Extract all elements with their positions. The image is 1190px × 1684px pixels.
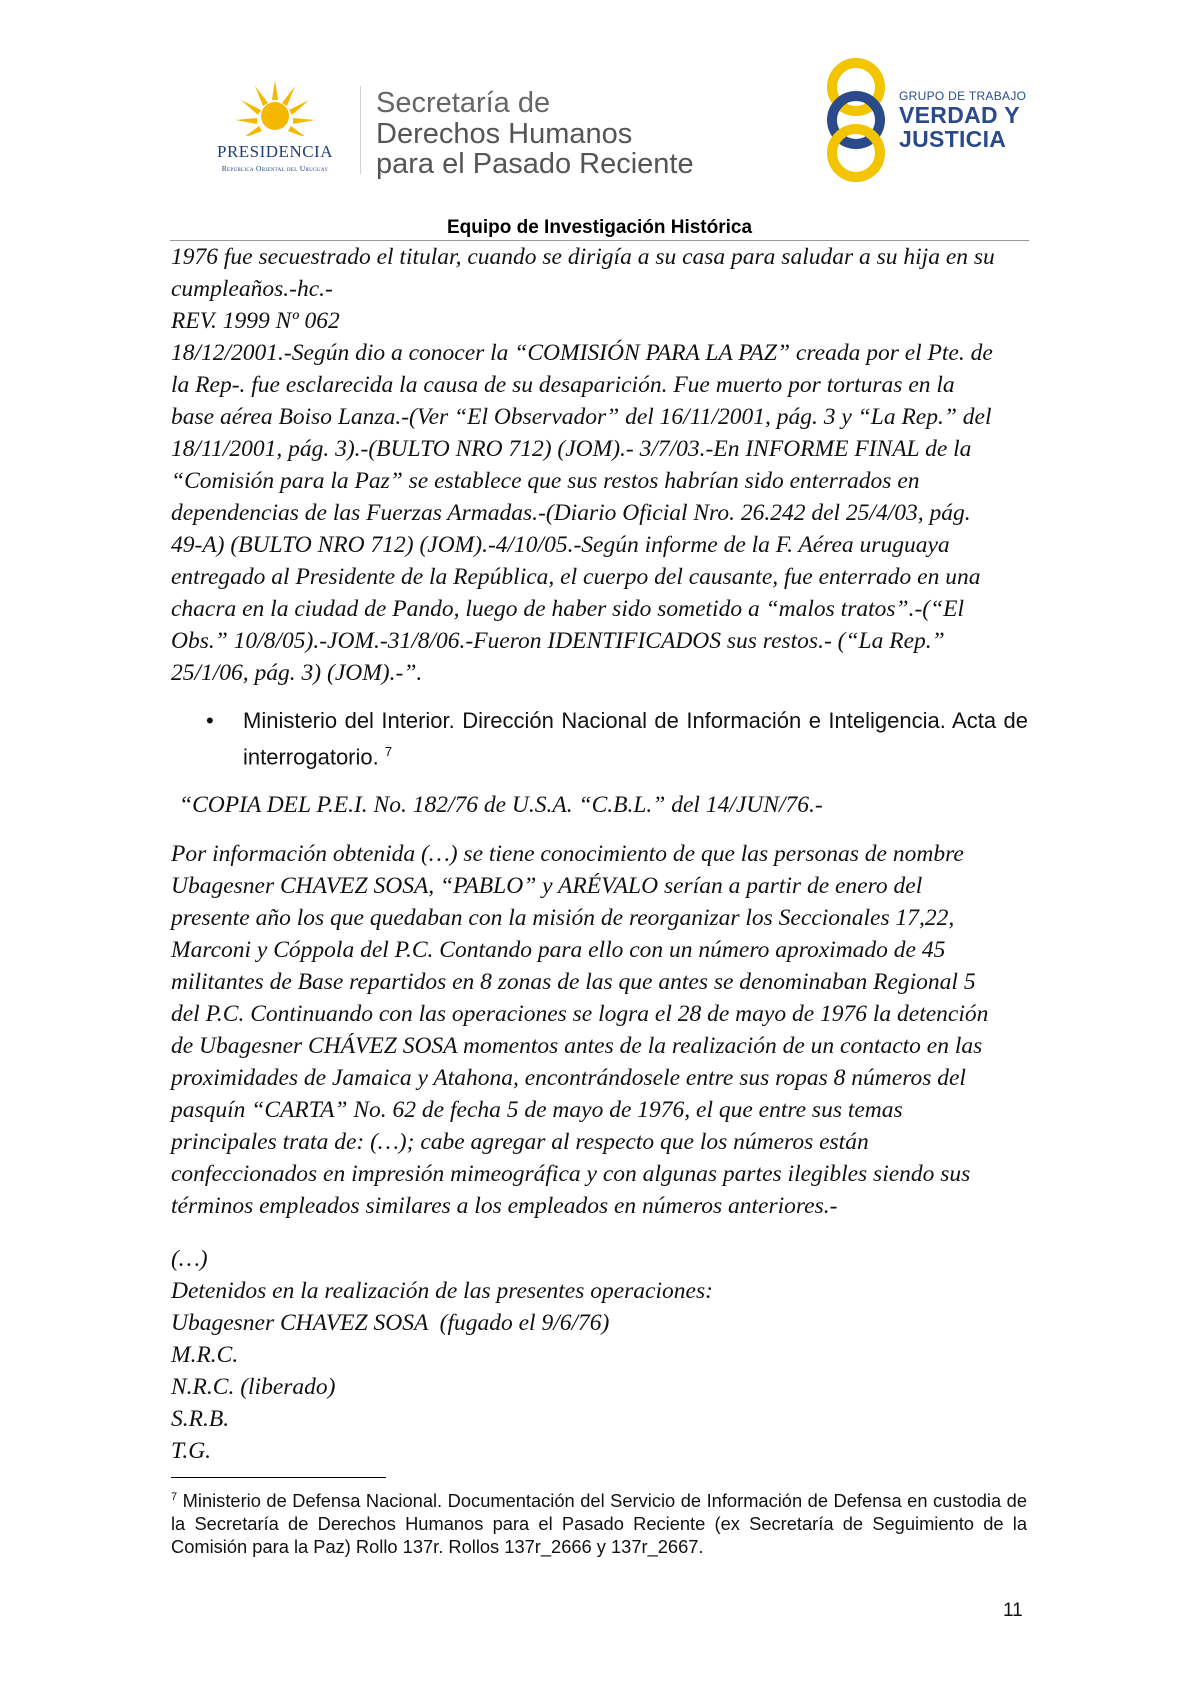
sun-icon [235,80,315,144]
text-line: la Rep-. fue esclarecida la causa de su desaparición. Fue muerto por torturas en la [171,372,955,398]
secretaria-logo-text [376,88,694,180]
text-line: términos empleados similares a los empleados en números anteriores.- [171,1193,838,1219]
text-line: del P.C. Continuando con las operaciones se logra el 28 de mayo de 1976 la detención [171,1001,989,1027]
page-number: 11 [1003,1600,1023,1621]
header-divider [360,86,361,174]
text-line: Por información obtenida (…) se tiene conocimiento de que las personas de nombre [171,841,964,867]
paragraph-2 [171,838,1027,1222]
footnote-number: 7 [171,1491,178,1503]
verdad-justicia-logo [823,56,1027,184]
text-line: Ubagesner CHAVEZ SOSA, “PABLO” y ARÉVALO serían a partir de enero del [171,873,923,899]
text-line: chacra en la ciudad de Pando, luego de haber sido sometido a “malos tratos”.-(“El [171,596,965,622]
secretaria-line-1: Secretaría de [376,87,551,119]
detainee-entry: N.R.C. (liberado) [171,1374,336,1400]
text-line: Detenidos en la realización de las presentes operaciones: [171,1278,713,1304]
rings-icon [823,56,895,184]
detainee-entry: T.G. [171,1438,212,1464]
detainees-list [171,1243,1027,1467]
text-line: 18/12/2001.-Según dio a conocer la “COMISIÓN PARA LA PAZ” creada por el Pte. de [171,340,993,366]
text-line: (…) [171,1246,208,1272]
presidencia-sublabel: República Oriental del Uruguay [221,164,329,173]
team-header: Equipo de Investigación Histórica [446,217,753,238]
footnote [171,1486,1027,1558]
bullet-icon: • [206,708,214,733]
text-line: confeccionados en impresión mimeográfica y con algunas partes ilegibles siendo sus [171,1161,971,1187]
quote-heading: “COPIA DEL P.E.I. No. 182/76 de U.S.A. “C.B.L.” del 14/JUN/76.- [179,792,823,818]
footnote-reference[interactable]: 7 [384,744,393,759]
text-line: 18/11/2001, pág. 3).-(BULTO NRO 712) (JOM).- 3/7/03.-En INFORME FINAL de la [171,436,972,462]
text-line: principales trata de: (…); cabe agregar al respecto que los números están [171,1129,869,1155]
text-line: REV. 1999 Nº 062 [171,308,340,334]
text-line: presente año los que quedaban con la misión de reorganizar los Seccionales 17,22, [171,905,955,931]
text-line: entregado al Presidente de la República, el cuerpo del causante, fue enterrado en una [171,564,981,590]
text-line: proximidades de Jamaica y Atahona, encontrándosele entre sus ropas 8 números del [171,1065,966,1091]
text-line: cumpleaños.-hc.- [171,276,333,302]
bullet-text: Ministerio del Interior. Dirección Nacional de Información e Inteligencia. Acta de interrogatorio. [243,708,1028,770]
text-line: Marconi y Cóppola del P.C. Contando para ello con un número aproximado de 45 [171,937,946,963]
text-line: base aérea Boiso Lanza.-(Ver “El Observador” del 16/11/2001, pág. 3 y “La Rep.” del [171,404,992,430]
text-line: 49-A) (BULTO NRO 712) (JOM).-4/10/05.-Según informe de la F. Aérea uruguaya [171,532,950,558]
text-line: 25/1/06, pág. 3) (JOM).-”. [171,660,423,686]
detainee-entry: S.R.B. [171,1406,230,1432]
text-line: “Comisión para la Paz” se establece que sus restos habrían sido enterrados en [171,468,920,494]
footnote-text: Ministerio de Defensa Nacional. Documentación del Servicio de Información de Defensa en custodia de la Secretaría de Derechos Humanos para el Pasado Reciente (ex Secretaría de Seguimiento de la Comisión para la Paz) Rollo 137r. Rollos 137r_2666 y 137r_2667. [171,1490,1027,1558]
text-line: Obs.” 10/8/05).-JOM.-31/8/06.-Fueron IDENTIFICADOS sus restos.- (“La Rep.” [171,628,945,654]
secretaria-line-2: Derechos Humanos [376,117,633,150]
text-line: dependencias de las Fuerzas Armadas.-(Diario Oficial Nro. 26.242 del 25/4/03, pág. [171,500,971,526]
presidencia-label: PRESIDENCIA [216,142,333,161]
gtvj-line-1: GRUPO DE TRABAJO [899,89,1027,103]
gtvj-line-3: JUSTICIA [899,126,1007,152]
secretaria-line-3: para el Pasado Reciente [376,148,694,181]
text-line: pasquín “CARTA” No. 62 de fecha 5 de mayo de 1976, el que entre sus temas [171,1097,903,1123]
detainee-entry: Ubagesner CHAVEZ SOSA (fugado el 9/6/76) [171,1310,610,1336]
paragraph-1 [171,241,1027,689]
bullet-text-container [243,705,1028,772]
text-line: 1976 fue secuestrado el titular, cuando se dirigía a su casa para saludar a su hija en su [171,244,995,270]
footnote-separator [171,1477,386,1478]
text-line: militantes de Base repartidos en 8 zonas de las que antes se denominaban Regional 5 [171,969,976,995]
gtvj-line-2: VERDAD Y [899,102,1020,128]
detainee-entry: M.R.C. [171,1342,239,1368]
text-line: de Ubagesner CHÁVEZ SOSA momentos antes de la realización de un contacto en las [171,1033,983,1059]
presidencia-logo [195,80,360,180]
